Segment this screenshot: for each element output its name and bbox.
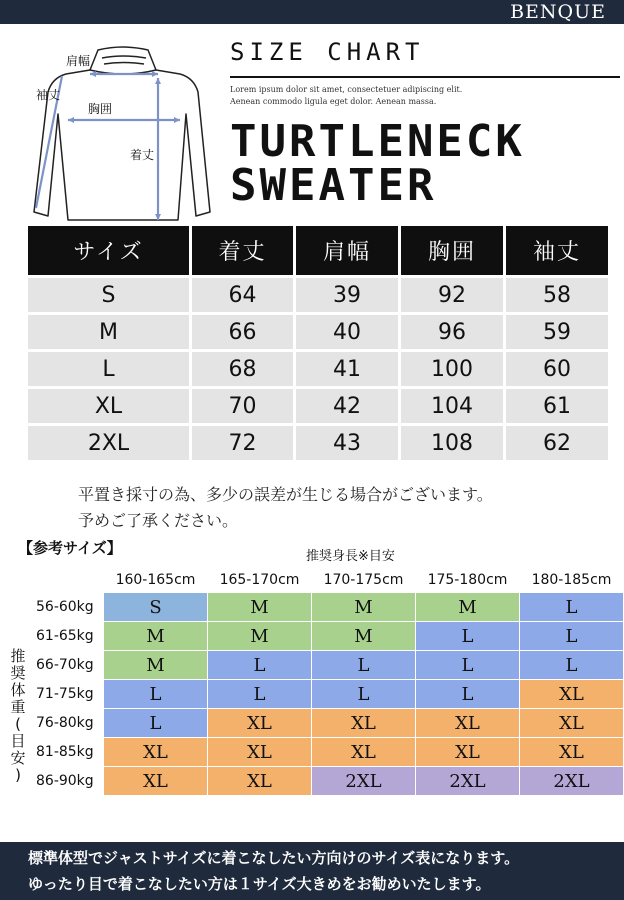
weight-header: 81-85kg — [36, 744, 94, 760]
reference-size-cell: XL — [312, 738, 415, 766]
diagram-label-shoulder: 肩幅 — [66, 54, 91, 68]
reference-size-cell: L — [520, 622, 623, 650]
lorem-line-2: Aenean commodo ligula eget dolor. Aenean massa. — [230, 97, 437, 106]
reference-size-cell: L — [104, 709, 207, 737]
size-table-header: 胸囲 — [401, 226, 503, 275]
reference-size-cell: M — [312, 593, 415, 621]
product-title — [230, 116, 525, 211]
size-chart-heading: SIZE CHART — [230, 38, 425, 66]
reference-size-cell: M — [312, 622, 415, 650]
weight-axis-char: 奨 — [10, 664, 26, 682]
reference-size-cell: 2XL — [416, 767, 519, 795]
weight-axis-label — [8, 648, 28, 784]
bottom-line-1: 標準体型でジャストサイズに着こなしたい方向けのサイズ表になります。 — [28, 849, 520, 867]
size-table-cell: 100 — [401, 352, 503, 386]
diagram-label-chest: 胸囲 — [88, 102, 113, 116]
reference-size-grid — [104, 593, 623, 795]
size-table-cell: 41 — [296, 352, 398, 386]
size-table-cell: 39 — [296, 278, 398, 312]
reference-size-cell: M — [104, 651, 207, 679]
note-line-2: 予めご了承ください。 — [78, 511, 239, 530]
weight-axis-char: 目 — [10, 732, 26, 750]
diagram-label-length: 着丈 — [130, 148, 155, 162]
reference-size-cell: L — [416, 622, 519, 650]
weight-header: 61-65kg — [36, 628, 94, 644]
size-table-cell: 40 — [296, 315, 398, 349]
weight-axis-char: ( — [15, 715, 21, 733]
size-table-cell: L — [28, 352, 189, 386]
reference-size-cell: 2XL — [312, 767, 415, 795]
reference-size-cell: 2XL — [520, 767, 623, 795]
height-axis-label: 推奨身長※目安 — [306, 549, 395, 564]
weight-axis-char: 体 — [10, 681, 26, 699]
size-table-cell: 2XL — [28, 426, 189, 460]
weight-header-column — [36, 593, 104, 796]
size-table-cell: 61 — [506, 389, 608, 423]
reference-size-cell: XL — [312, 709, 415, 737]
reference-size-cell: M — [104, 622, 207, 650]
height-header: 180-185cm — [531, 572, 612, 588]
lorem-text — [230, 84, 530, 108]
height-header: 175-180cm — [427, 572, 508, 588]
note-line-1: 平置き採寸の為、多少の誤差が生じる場合がございます。 — [78, 485, 493, 504]
size-table-cell: 62 — [506, 426, 608, 460]
height-header-row — [104, 568, 624, 592]
bottom-banner — [0, 842, 624, 900]
reference-size-cell: M — [208, 622, 311, 650]
size-table-cell: M — [28, 315, 189, 349]
reference-size-cell: XL — [208, 767, 311, 795]
size-table-cell: 70 — [192, 389, 293, 423]
reference-size-cell: XL — [208, 738, 311, 766]
size-table-cell: S — [28, 278, 189, 312]
weight-axis-char: 重 — [10, 698, 26, 716]
reference-size-cell: L — [520, 593, 623, 621]
size-table-cell: 60 — [506, 352, 608, 386]
weight-header: 56-60kg — [36, 599, 94, 615]
size-table-header: 肩幅 — [296, 226, 398, 275]
reference-size-cell: XL — [104, 738, 207, 766]
measurement-note — [78, 482, 493, 534]
weight-header: 86-90kg — [36, 773, 94, 789]
product-title-line-1: TURTLENECK — [230, 116, 525, 167]
size-table-header: 着丈 — [192, 226, 293, 275]
reference-size-cell: XL — [520, 709, 623, 737]
product-title-line-2: SWEATER — [230, 160, 437, 211]
weight-header: 66-70kg — [36, 657, 94, 673]
size-table-cell: XL — [28, 389, 189, 423]
reference-size-cell: S — [104, 593, 207, 621]
size-table-header: サイズ — [28, 226, 189, 275]
weight-header: 76-80kg — [36, 715, 94, 731]
size-table-cell: 59 — [506, 315, 608, 349]
size-table-cell: 72 — [192, 426, 293, 460]
reference-size-cell: XL — [520, 680, 623, 708]
size-table-cell: 68 — [192, 352, 293, 386]
size-table-cell: 66 — [192, 315, 293, 349]
reference-size-cell: L — [208, 680, 311, 708]
height-header: 170-175cm — [323, 572, 404, 588]
reference-size-cell: XL — [416, 738, 519, 766]
reference-size-cell: XL — [208, 709, 311, 737]
reference-size-cell: L — [104, 680, 207, 708]
weight-axis-char: ) — [15, 766, 21, 784]
size-table-cell: 92 — [401, 278, 503, 312]
size-table-cell: 64 — [192, 278, 293, 312]
size-table-cell: 42 — [296, 389, 398, 423]
reference-size-cell: XL — [520, 738, 623, 766]
size-table — [28, 226, 608, 460]
reference-size-cell: M — [208, 593, 311, 621]
lorem-line-1: Lorem ipsum dolor sit amet, consectetuer adipiscing elit. — [230, 85, 463, 94]
reference-size-cell: L — [208, 651, 311, 679]
reference-size-cell: L — [312, 680, 415, 708]
size-table-cell: 43 — [296, 426, 398, 460]
size-table-cell: 58 — [506, 278, 608, 312]
size-table-cell: 108 — [401, 426, 503, 460]
diagram-label-sleeve: 袖丈 — [36, 88, 61, 102]
reference-size-cell: XL — [104, 767, 207, 795]
top-banner — [0, 0, 624, 24]
heading-rule — [230, 76, 620, 78]
height-header: 165-170cm — [219, 572, 300, 588]
bottom-line-2: ゆったり目で着こなしたい方は１サイズ大きめをお勧めいたします。 — [28, 875, 491, 893]
reference-size-cell: M — [416, 593, 519, 621]
sweater-diagram — [28, 44, 218, 230]
size-table-cell: 104 — [401, 389, 503, 423]
brand-name: BENQUE — [510, 1, 606, 23]
reference-size-cell: L — [520, 651, 623, 679]
reference-title: 【参考サイズ】 — [18, 539, 122, 557]
weight-axis-char: 安 — [10, 749, 26, 767]
weight-axis-char: 推 — [10, 647, 26, 665]
height-header: 160-165cm — [115, 572, 196, 588]
reference-size-cell: L — [416, 680, 519, 708]
size-table-cell: 96 — [401, 315, 503, 349]
reference-size-cell: L — [312, 651, 415, 679]
weight-header: 71-75kg — [36, 686, 94, 702]
reference-size-cell: L — [416, 651, 519, 679]
sweater-illustration-icon — [28, 44, 218, 230]
reference-size-cell: XL — [416, 709, 519, 737]
size-table-header: 袖丈 — [506, 226, 608, 275]
